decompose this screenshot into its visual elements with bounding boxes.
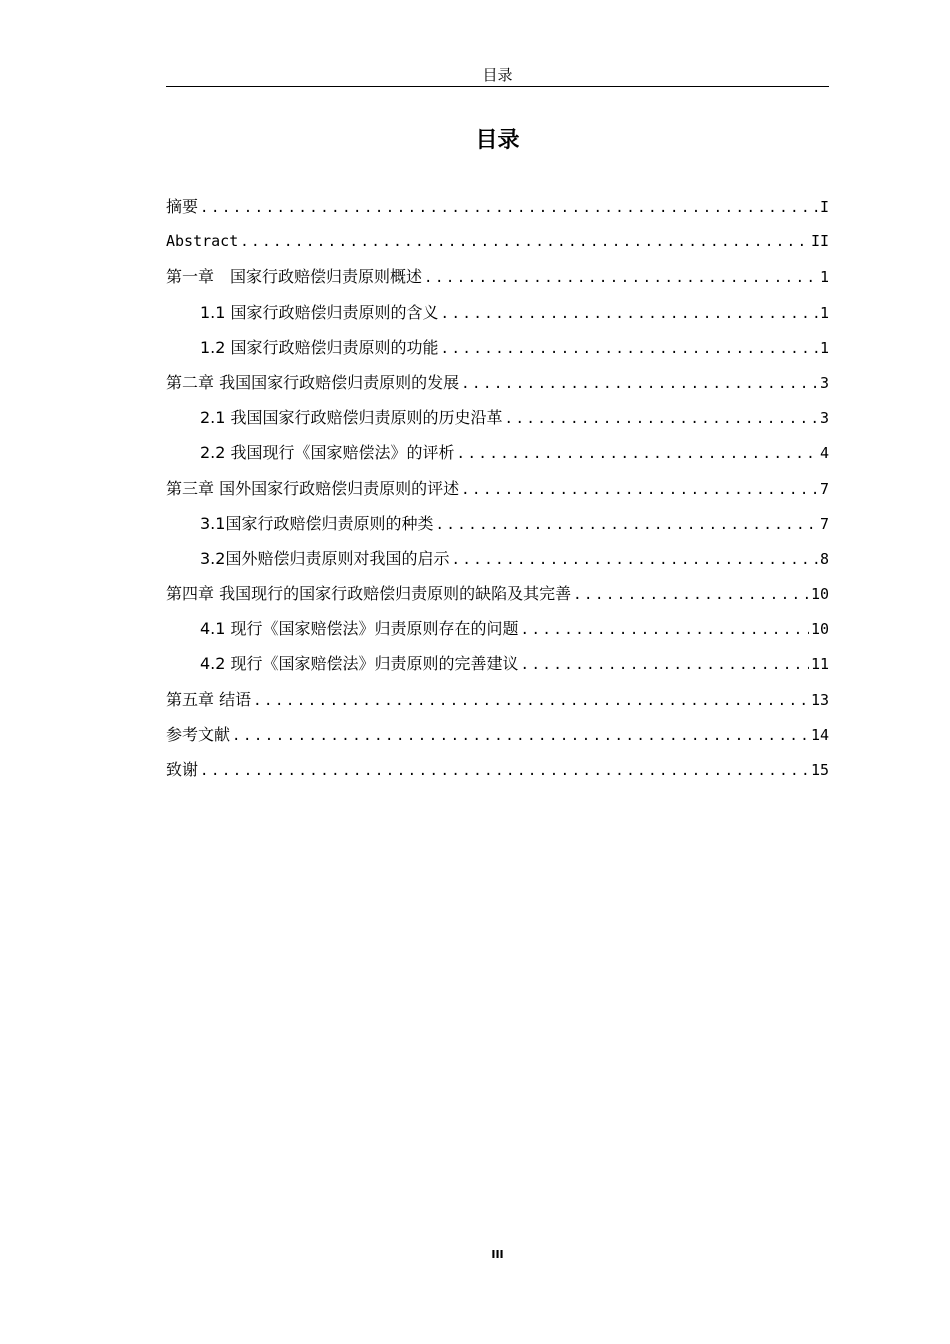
toc-entry-label: 致谢 bbox=[166, 760, 199, 779]
toc-entry-section-1-1[interactable] bbox=[166, 295, 829, 330]
toc-entry-section-1-2[interactable] bbox=[166, 330, 829, 365]
toc-entry-label: 4.1 现行《国家赔偿法》归责原则存在的问题 bbox=[200, 619, 519, 639]
dot-leader bbox=[457, 437, 818, 472]
toc-entry-label: 第五章 结语 bbox=[166, 689, 252, 709]
toc-entry-acknowledgements[interactable] bbox=[166, 752, 829, 787]
toc-entry-label: 第二章 我国国家行政赔偿归责原则的发展 bbox=[166, 372, 460, 392]
toc-entry-page: 10 bbox=[810, 620, 829, 639]
toc-entry-section-2-1[interactable] bbox=[166, 400, 829, 435]
dot-leader bbox=[461, 473, 818, 508]
toc-entry-label: 3.2国外赔偿归责原则对我国的启示 bbox=[200, 548, 450, 568]
toc-entry-page: 7 bbox=[819, 479, 829, 498]
toc-entry-label: 第一章 国家行政赔偿归责原则概述 bbox=[166, 267, 423, 287]
toc-entry-label: 第四章 我国现行的国家行政赔偿归责原则的缺陷及其完善 bbox=[166, 584, 572, 604]
toc-entry-chapter-1[interactable] bbox=[166, 259, 829, 294]
toc-entry-label: Abstract bbox=[166, 232, 239, 251]
toc-entry-page: 10 bbox=[810, 585, 829, 604]
dot-leader bbox=[200, 754, 809, 789]
toc-entry-label: 1.1 国家行政赔偿归责原则的含义 bbox=[200, 302, 439, 322]
toc-entry-section-3-2[interactable] bbox=[166, 541, 829, 576]
toc-entry-page: 7 bbox=[819, 514, 829, 533]
dot-leader bbox=[573, 578, 809, 613]
toc-entry-label: 参考文献 bbox=[166, 724, 231, 744]
dot-leader bbox=[505, 402, 818, 437]
toc-entry-page: I bbox=[819, 198, 829, 216]
toc-entry-abstract-cn[interactable] bbox=[166, 189, 829, 224]
dot-leader bbox=[521, 648, 809, 683]
toc-entry-chapter-3[interactable] bbox=[166, 471, 829, 506]
dot-leader bbox=[424, 261, 818, 296]
dot-leader bbox=[253, 684, 809, 719]
dot-leader bbox=[232, 719, 809, 754]
toc-entry-page: II bbox=[810, 232, 829, 251]
toc-entry-label: 2.2 我国现行《国家赔偿法》的评析 bbox=[200, 443, 455, 463]
dot-leader bbox=[200, 191, 818, 226]
page-number: III bbox=[491, 1248, 504, 1261]
toc-entry-section-3-1[interactable] bbox=[166, 506, 829, 541]
toc-entry-section-4-2[interactable] bbox=[166, 646, 829, 681]
toc-entry-label: 1.2 国家行政赔偿归责原则的功能 bbox=[200, 337, 439, 357]
toc-entry-page: 11 bbox=[810, 655, 829, 674]
toc-entry-page: 1 bbox=[819, 338, 829, 357]
toc-entry-abstract-en[interactable] bbox=[166, 224, 829, 259]
toc-entry-page: 15 bbox=[810, 761, 829, 779]
toc-entry-label: 3.1国家行政赔偿归责原则的种类 bbox=[200, 513, 434, 533]
dot-leader bbox=[521, 613, 809, 648]
toc-entry-label: 第三章 国外国家行政赔偿归责原则的评述 bbox=[166, 478, 460, 498]
toc-entry-section-2-2[interactable] bbox=[166, 435, 829, 470]
toc-entry-section-4-1[interactable] bbox=[166, 611, 829, 646]
toc-entry-page: 3 bbox=[819, 373, 829, 392]
toc-entry-page: 1 bbox=[819, 268, 829, 287]
dot-leader bbox=[435, 508, 818, 543]
toc-entry-page: 8 bbox=[819, 549, 829, 568]
toc-entry-page: 4 bbox=[819, 444, 829, 463]
page-title: 目录 bbox=[475, 128, 520, 153]
toc-entry-chapter-4[interactable] bbox=[166, 576, 829, 611]
toc-entry-page: 3 bbox=[819, 409, 829, 428]
dot-leader bbox=[441, 297, 818, 332]
toc-entry-chapter-2[interactable] bbox=[166, 365, 829, 400]
toc-entry-page: 14 bbox=[810, 725, 829, 744]
toc-entry-chapter-5[interactable] bbox=[166, 682, 829, 717]
dot-leader bbox=[240, 225, 809, 260]
toc-entry-label: 4.2 现行《国家赔偿法》归责原则的完善建议 bbox=[200, 654, 519, 674]
dot-leader bbox=[461, 367, 818, 402]
toc-entry-page: 13 bbox=[810, 690, 829, 709]
table-of-contents bbox=[166, 189, 829, 787]
toc-entry-page: 1 bbox=[819, 303, 829, 322]
toc-entry-references[interactable] bbox=[166, 717, 829, 752]
running-header: 目录 bbox=[482, 66, 513, 84]
toc-entry-label: 摘要 bbox=[166, 197, 199, 216]
dot-leader bbox=[451, 543, 818, 578]
toc-entry-label: 2.1 我国国家行政赔偿归责原则的历史沿革 bbox=[200, 408, 503, 428]
dot-leader bbox=[441, 332, 818, 367]
header-rule bbox=[166, 86, 829, 87]
